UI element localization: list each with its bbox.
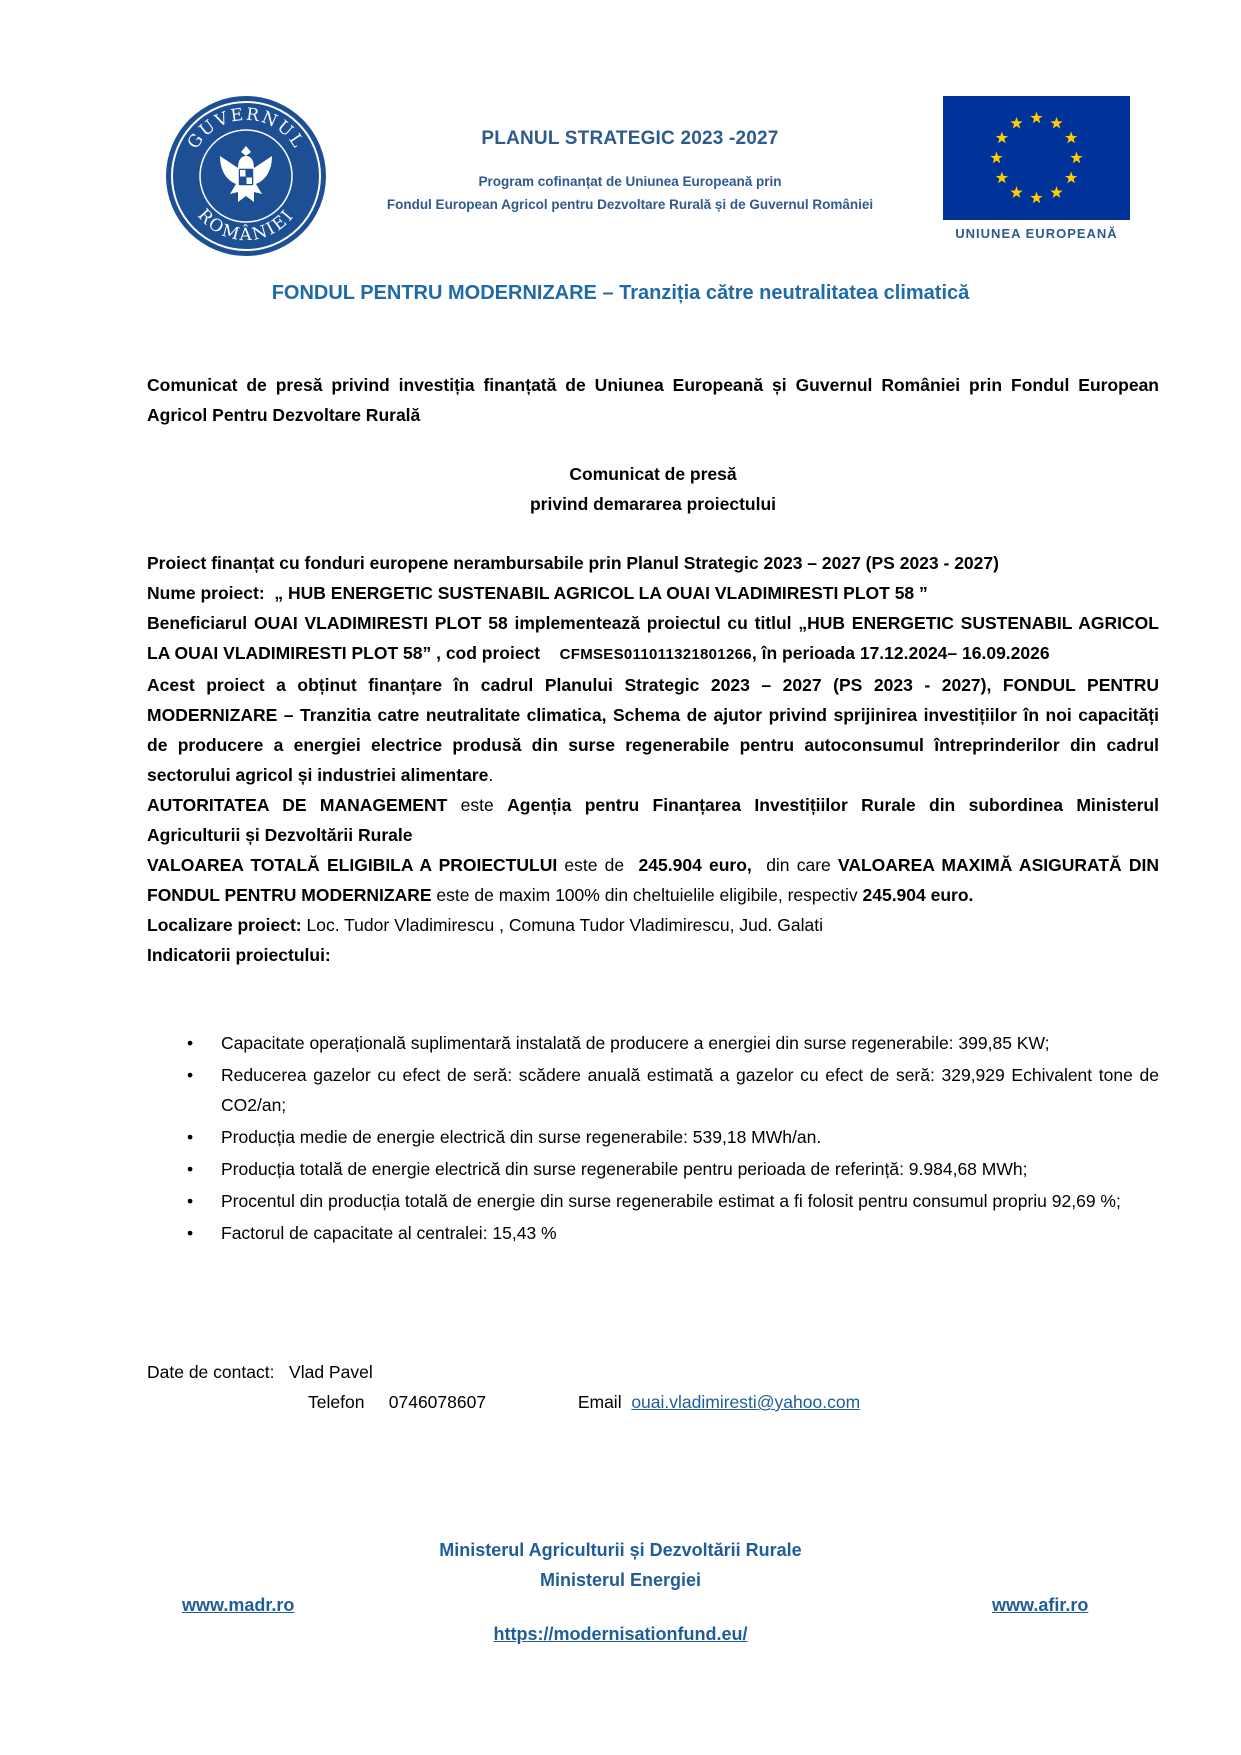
eu-flag-logo [943,96,1130,220]
bullet-icon: • [187,1033,194,1053]
gov-logo-bottom-text: ROMÂNIEI [193,205,299,246]
financing-line: Proiect finanțat cu fonduri europene nerambursabile prin Planul Strategic 2023 – 2027 (PS 2023 - 2027) [147,553,999,573]
press-title-line-2: privind demararea proiectului [529,494,777,514]
modernisation-fund-link-wrapper [0,1624,1241,1645]
value-line [147,850,1159,910]
project-code: CFMSES011011321801266 [559,646,752,663]
header-center [360,128,900,212]
list-item: • Capacitate operațională suplimentară instalată de producere a energiei din surse regenerabile: 399,85 KW; [147,1028,1159,1058]
contact-name: Vlad Pavel [289,1362,373,1382]
phone-value: 0746078607 [388,1392,487,1412]
authority-value: Agenția pentru Finanțarea Investițiilor Rurale din subordinea Ministerul Agriculturii și Dezvoltării Rurale [147,795,1159,845]
contact-label: Date de contact: [147,1362,275,1382]
intro-paragraph: Comunicat de presă privind investiția finanțată de Uniunea Europeană și Guvernul României prin Fondul European Agricol Pentru Dezvoltare Rurală [147,375,1159,425]
total-value-label: VALOAREA TOTALĂ ELIGIBILA A PROIECTULUI [147,855,558,875]
project-period: , în perioada 17.12.2024– 16.09.2026 [751,643,1050,663]
bullet-icon: • [187,1223,194,1243]
gov-logo-top-text: GUVERNUL [183,104,309,153]
header-title: PLANUL STRATEGIC 2023 -2027 [481,128,779,149]
location-label: Localizare proiect: [147,915,302,935]
total-value-amount: 245.904 euro, [638,855,752,875]
max-value-amount: 245.904 euro. [862,885,974,905]
contact-row-2 [147,1387,1159,1417]
location-value: Loc. Tudor Vladimirescu , Comuna Tudor Vladimirescu, Jud. Galati [306,915,823,935]
total-value-mid: din care [766,855,831,875]
project-name-label: Nume proiect: [147,583,265,603]
indicators-list [147,1028,1159,1250]
phone-label: Telefon [308,1392,365,1412]
project-name-line [147,578,1159,608]
email-label: Email [577,1392,622,1412]
fund-title: FONDUL PENTRU MODERNIZARE – Tranziția către neutralitatea climatică [271,282,970,304]
press-title-line-1: Comunicat de presă [569,464,737,484]
bullet-icon: • [187,1065,194,1085]
footer-ministries [0,1535,1241,1595]
location-line [147,910,1159,940]
madr-link[interactable]: www.madr.ro [182,1595,295,1615]
eu-label: UNIUNEA EUROPEANĂ [955,226,1118,241]
contact-row-1 [147,1357,1159,1387]
indicators-label: Indicatorii proiectului: [147,945,331,965]
list-item: • Factorul de capacitate al centralei: 15,43 % [147,1218,1159,1248]
press-title [147,459,1159,519]
list-item: • Producția medie de energie electrică din surse regenerabile: 539,18 MWh/an. [147,1122,1159,1152]
list-item: • Procentul din producția totală de energie din surse regenerabile estimat a fi folosit pentru consumul propriu 92,69 %; [147,1186,1159,1216]
afir-link[interactable]: www.afir.ro [992,1595,1089,1615]
obtained-financing-line: Acest proiect a obținut finanțare în cadrul Planului Strategic 2023 – 2027 (PS 2023 - 2027), FONDUL PENTRU MODERNIZARE – Tranzitia catre neutralitate climatica, Schema de ajutor privind sprijinirea investițiilor în noi capacități de producere a energiei electrice produsă din surse regenerabile pentru autoconsumul întreprinderilor din cadrul sectorului agricol și industriei alimentare. [147,675,1159,785]
beneficiary-text: Beneficiarul OUAI VLADIMIRESTI PLOT 58 implementează proiectul cu titlul „HUB ENERGETIC SUSTENABIL AGRICOL LA OUAI VLADIMIRESTI PLOT 58” , cod proiect [147,613,1159,663]
header-subtitle-2: Fondul European Agricol pentru Dezvoltare Rurală și de Guvernul României [386,197,874,212]
authority-line [147,790,1159,850]
email-link[interactable]: ouai.vladimiresti@yahoo.com [631,1392,861,1412]
max-value-text: este de maxim 100% din cheltuielile eligibile, respectiv [436,885,858,905]
bullet-icon: • [187,1191,194,1211]
ministry-agriculture: Ministerul Agriculturii și Dezvoltării Rurale [439,1540,802,1560]
list-item: • Producția totală de energie electrică din surse regenerabile pentru perioada de referință: 9.984,68 MWh; [147,1154,1159,1184]
contact-block [147,1357,1159,1417]
bullet-icon: • [187,1159,194,1179]
beneficiary-line [147,608,1159,670]
total-value-is: este de [564,855,625,875]
project-details [147,548,1159,970]
header-subtitle-1: Program cofinanțat de Uniunea Europeană prin [478,174,782,189]
obtained-financing-text: Acest proiect a obținut finanțare în cadrul Planului Strategic 2023 – 2027 (PS 2023 - 2027), FONDUL PENTRU MODERNIZARE – Tranzitia catre neutralitate climatica, Schema de ajutor privind sprijinirea investițiilor în noi capacități de producere a energiei electrice produsă din surse regenerabile pentru autoconsumul întreprinderilor din cadrul sectorului agricol și industriei alimentare [147,675,1159,785]
modernisation-fund-link[interactable]: https://modernisationfund.eu/ [493,1624,748,1644]
max-value-label: VALOAREA MAXIMĂ ASIGURATĂ DIN FONDUL PENTRU MODERNIZARE [147,855,1159,905]
bullet-icon: • [187,1127,194,1147]
authority-label: AUTORITATEA DE MANAGEMENT [147,795,448,815]
project-name-value: „ HUB ENERGETIC SUSTENABIL AGRICOL LA OUAI VLADIMIRESTI PLOT 58 ” [274,583,928,603]
list-item: • Reducerea gazelor cu efect de seră: scădere anuală estimată a gazelor cu efect de seră: 329,929 Echivalent tone de CO2/an; [147,1060,1159,1120]
government-seal-logo [164,94,328,258]
ministry-energy: Ministerul Energiei [539,1570,702,1590]
authority-is: este [460,795,494,815]
